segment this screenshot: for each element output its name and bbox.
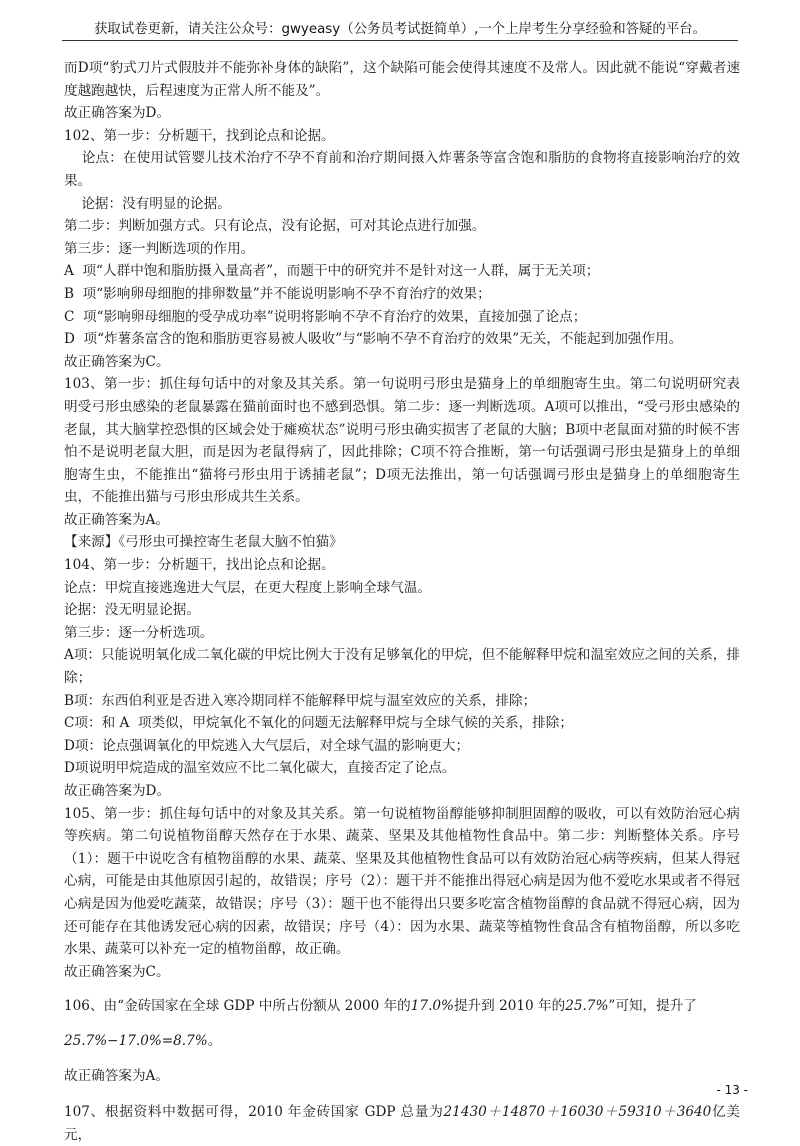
paragraph: B项：东西伯利亚是否进入寒冷期同样不能解释甲烷与温室效应的关系，排除； [64, 692, 537, 709]
paragraph: 故正确答案为C。 [64, 353, 170, 370]
paragraph: A项：只能说明氧化成二氧化碳的甲烷比例大于没有足够氧化的甲烷，但不能解释甲烷和温室效应之间的关系，排除； [64, 647, 740, 687]
paragraph: 故正确答案为C。 [64, 963, 170, 980]
paragraph: 104、第一步：分析题干，找出论点和论据。 [64, 557, 335, 574]
question-107-text [64, 1101, 740, 1146]
q106-text-part: 提升到 2010 年的 [453, 998, 566, 1015]
q107-math-sum: 21430＋14870＋16030＋59310＋3640 [443, 1104, 712, 1121]
paragraph: 论据：没无明显论据。 [64, 602, 200, 619]
paragraph: D 项“炸薯条富含的饱和脂肪更容易被人吸收”与“影响不孕不育治疗的效果”无关，不能起到加强作用。 [64, 331, 683, 348]
paragraph: B 项“影响卵母细胞的排卵数量”并不能说明影响不孕不育治疗的效果； [64, 285, 491, 302]
paragraph: 论点：甲烷直接逃逸进大气层，在更大程度上影响全球气温。 [64, 579, 432, 596]
q106-answer: 故正确答案为A。 [64, 1067, 169, 1084]
paragraph: C 项“影响卵母细胞的受孕成功率”说明将影响不孕不育治疗的效果，直接加强了论点； [64, 308, 587, 325]
q107-text-part: 107、根据资料中数据可得，2010 年金砖国家 GDP 总量为 [64, 1104, 444, 1121]
paragraph: 故正确答案为D。 [64, 105, 171, 122]
q106-formula [64, 1030, 740, 1053]
paragraph: 103、第一步：抓住每句话中的对象及其关系。第一句说明弓形虫是猫身上的单细胞寄生虫。第二句说明研究表明受弓形虫感染的老鼠暴露在猫前面时也不感到恐惧。第二步：逐一判断选项。A项可以推出，“受弓形虫感染的老鼠，其大脑掌控恐惧的区域会处于瘫痪状态”说明弓形虫确实损害了老鼠的大脑；B项中老鼠面对猫的时候不害怕不是说明老鼠大胆，而是因为老鼠得病了，因此排除；C项不符合推断，第一句话强调弓形虫是猫身上的单细胞寄生虫，不能推出“猫将弓形虫用于诱捕老鼠”；D项无法推出，第一句话强调弓形虫是猫身上的单细胞寄生虫，不能推出猫与弓形虫形成共生关系。 [64, 376, 740, 506]
question-106-text [64, 995, 740, 1018]
paragraph: 而D项“豹式刀片式假肢并不能弥补身体的缺陷”，这个缺陷可能会使得其速度不及常人。因此就不能说“穿戴者速度越跑越快，后程速度为正常人所不能及”。 [64, 60, 740, 99]
paragraph: 论点：在使用试管婴儿技术治疗不孕不育前和治疗期间摄入炸薯条等富含饱和脂肪的食物将直接影响治疗的效果。 [64, 150, 740, 189]
paragraph: 故正确答案为D。 [64, 783, 171, 799]
page-number: - 13 - [716, 1083, 748, 1097]
q106-text-part: 106、由“金砖国家在全球 GDP 中所占份额从 2000 年的 [64, 998, 411, 1015]
q106-formula-suffix: 。 [207, 1032, 222, 1049]
paragraph: 论据：没有明显的论据。 [64, 195, 231, 212]
paragraph: 105、第一步：抓住每句话中的对象及其关系。第一句说植物甾醇能够抑制胆固醇的吸收，可以有效防治冠心病等疾病。第二句说植物甾醇天然存在于水果、蔬菜、坚果及其他植物性食品中。第二步：判断整体关系。序号（1）：题干中说吃含有植物甾醇的水果、蔬菜、坚果及其他植物性食品可以有效防治冠心病等疾病，但某人得冠心病，可能是由其他原因引起的，故错误；序号（2）：题干并不能推出得冠心病是因为他不爱吃水果或者不得冠心病是因为他爱吃蔬菜，故错误；序号（3）：题干也不能得出只要多吃富含植物甾醇的食品就不得冠心病，因为还可能存在其他诱发冠心病的因素，故错误；序号（4）：因为水果、蔬菜等植物性食品含有植物甾醇，所以多吃水果、蔬菜可以补充一定的植物甾醇，故正确。 [64, 805, 740, 958]
paragraph: D项：论点强调氧化的甲烷逃入大气层后，对全球气温的影响更大； [64, 737, 470, 754]
q106-text-part: ”可知，提升了 [608, 998, 697, 1015]
paragraph: 第三步：逐一分析选项。 [64, 624, 214, 641]
paragraph: 第二步：判断加强方式。只有论点，没有论据，可对其论点进行加强。 [64, 218, 486, 235]
q106-math-value: 17.0% [410, 998, 454, 1015]
paragraph: 故正确答案为A。 [64, 511, 169, 528]
paragraph: 第三步：逐一判断选项的作用。 [64, 240, 255, 257]
source-citation: 【来源】《弓形虫可操控寄生老鼠大脑不怕猫》 [64, 534, 343, 551]
paragraph: D项说明甲烷造成的温室效应不比二氧化碳大，直接否定了论点。 [64, 760, 456, 777]
header-divider [62, 40, 738, 41]
paragraph: A 项“人群中饱和脂肪摄入量高者”，而题干中的研究并不是针对这一人群，属于无关项； [64, 263, 600, 280]
paragraph: C项：和 A 项类似，甲烷氧化不氧化的问题无法解释甲烷与全球气候的关系，排除； [64, 715, 573, 732]
header-banner: 获取试卷更新，请关注公众号：gwyeasy（公务员考试挺简单）,一个上岸考生分享经验和答疑的平台。 [94, 22, 706, 37]
q107-text-part: 亿美元， [64, 1104, 740, 1143]
q106-formula-math: 25.7%−17.0%=8.7% [64, 1032, 208, 1049]
answer-explanations [64, 57, 740, 1146]
q106-math-value: 25.7% [565, 998, 609, 1015]
paragraph: 102、第一步：分析题干，找到论点和论据。 [64, 127, 335, 144]
